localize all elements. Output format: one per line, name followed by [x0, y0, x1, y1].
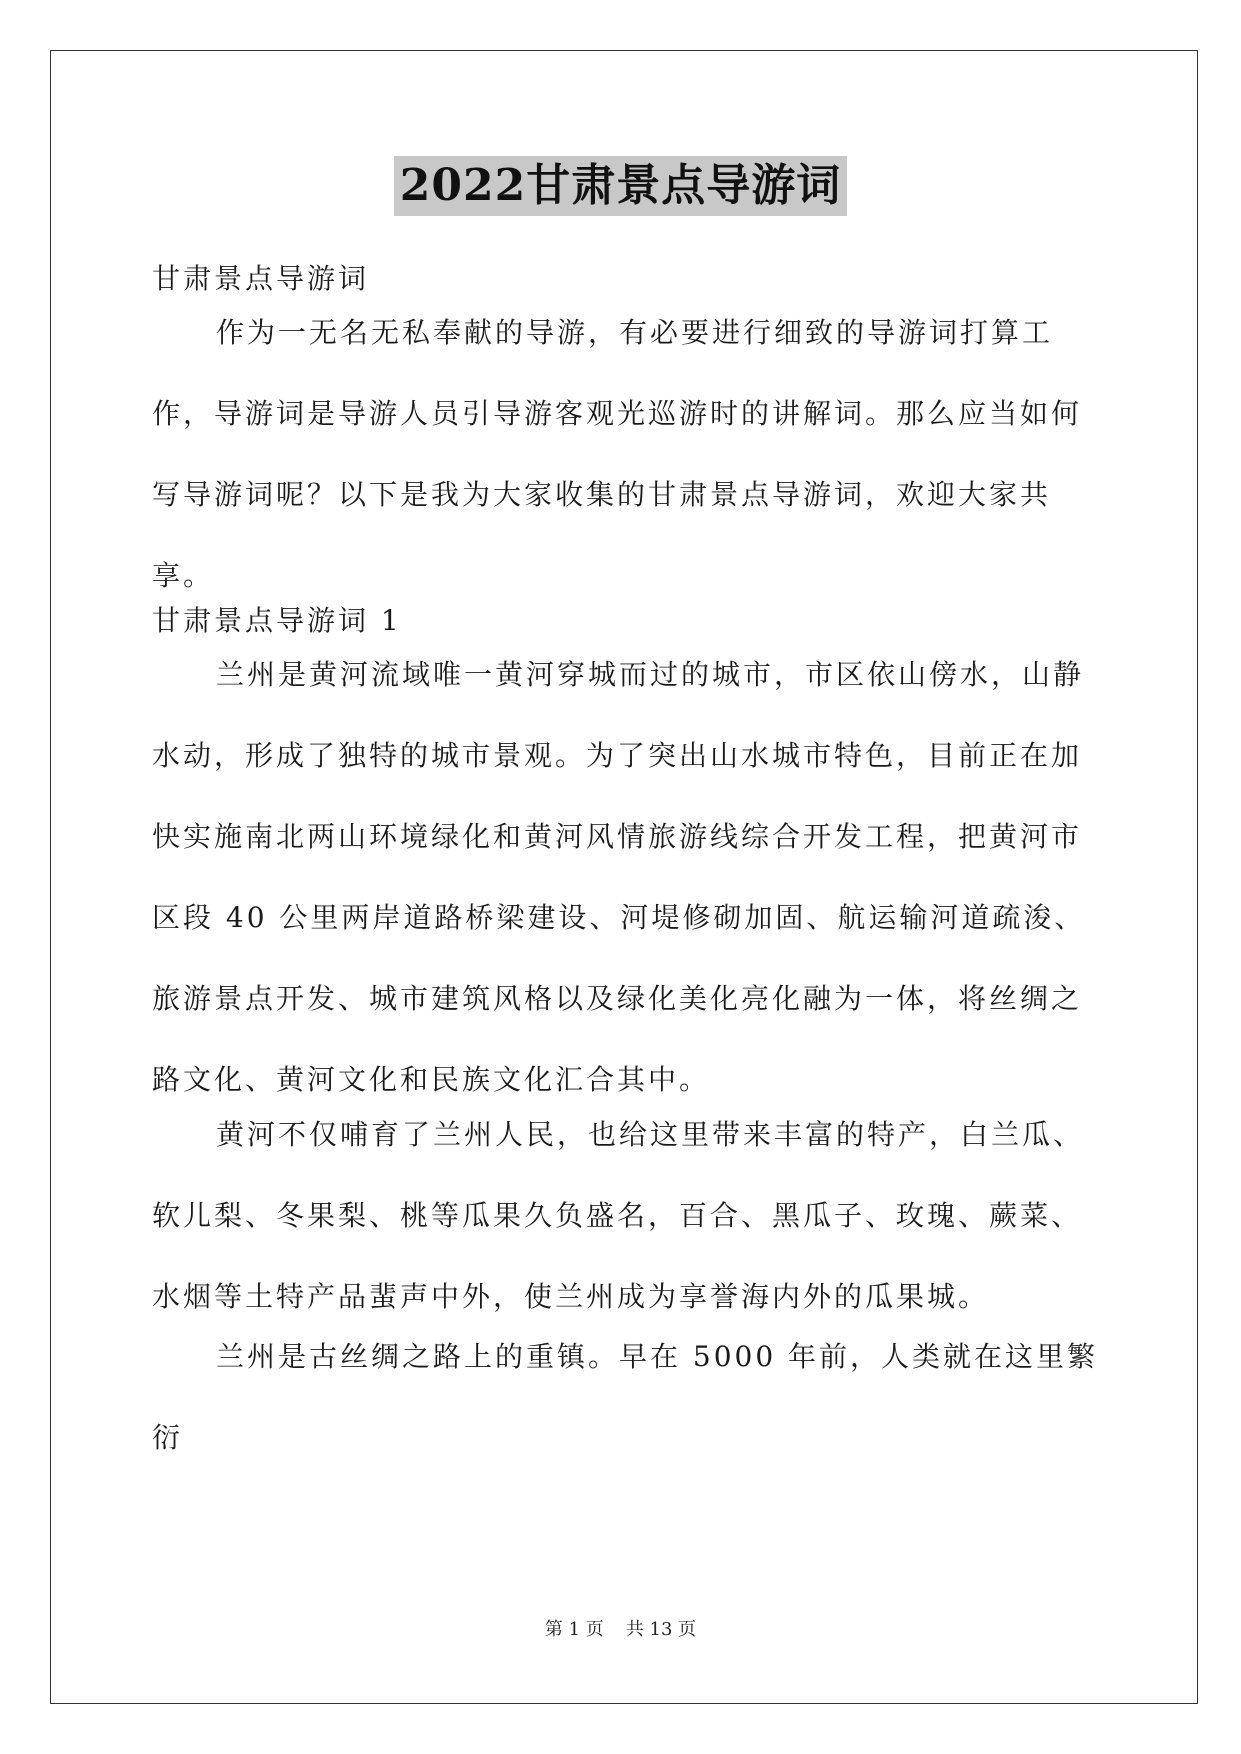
page-total: 共 13 页 — [625, 1619, 697, 1640]
intro-paragraph: 作为一无名无私奉献的导游，有必要进行细致的导游词打算工作，导游词是导游人员引导游客观光巡游时的讲解词。那么应当如何写导游词呢？以下是我为大家收集的甘肃景点导游词，欢迎大家共享。 — [152, 316, 1083, 592]
section-heading: 甘肃景点导游词 1 — [152, 604, 402, 637]
body-paragraph-1: 兰州是黄河流域唯一黄河穿城而过的城市，市区依山傍水，山静水动，形成了独特的城市景观。为了突出山水城市特色，目前正在加快实施南北两山环境绿化和黄河风情旅游线综合开发工程，把黄河市区段 40 公里两岸道路桥梁建设、河堤修砌加固、航运输河道疏浚、旅游景点开发、城市建筑风格以及绿化美化亮化融为一体，将丝绸之路文化、黄河文化和民族文化汇合其中。 — [152, 658, 1086, 1096]
page-number: 第 1 页 — [544, 1619, 604, 1640]
body-paragraph-3: 兰州是古丝绸之路上的重镇。早在 5000 年前，人类就在这里繁衍 — [152, 1340, 1099, 1454]
document-subtitle: 甘肃景点导游词 — [152, 262, 370, 295]
page-footer — [0, 1618, 1241, 1642]
body-paragraph-2: 黄河不仅哺育了兰州人民，也给这里带来丰富的特产，白兰瓜、软儿梨、冬果梨、桃等瓜果久负盛名，百合、黑瓜子、玫瑰、蕨菜、水烟等土特产品蜚声中外，使兰州成为享誉海内外的瓜果城。 — [152, 1118, 1085, 1313]
document-title: 2022甘肃景点导游词 — [394, 156, 847, 216]
title-container — [0, 156, 1241, 216]
